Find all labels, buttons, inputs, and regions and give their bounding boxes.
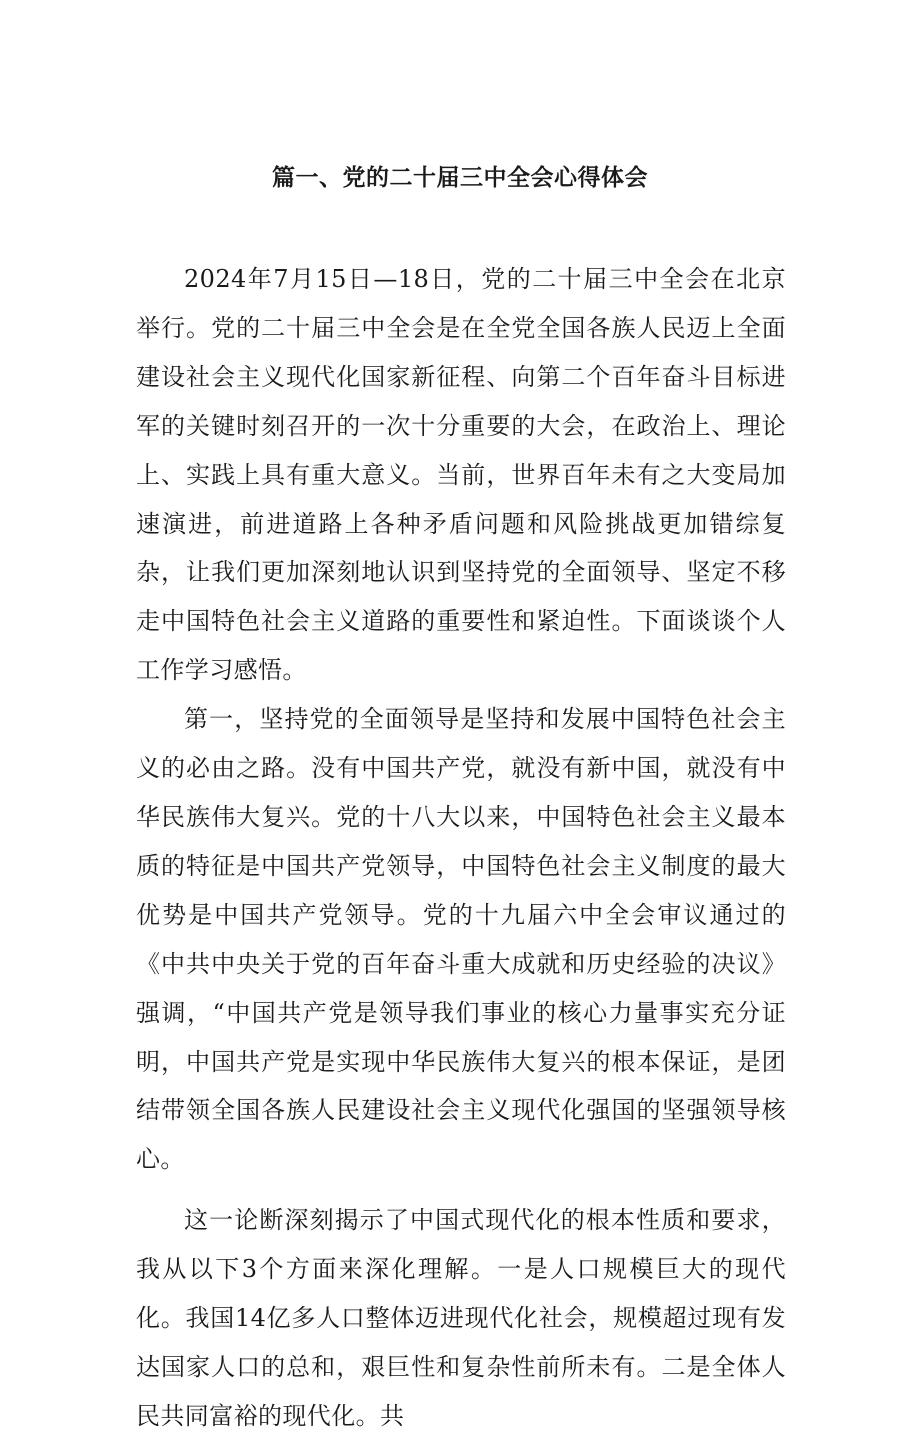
paragraph-intro: 2024年7月15日—18日，党的二十届三中全会在北京举行。党的二十届三中全会是在全党全国各族人民迈上全面建设社会主义现代化国家新征程、向第二个百年奋斗目标进军的关键时刻召开的一次十分重要的大会，在政治上、理论上、实践上具有重大意义。当前，世界百年未有之大变局加速演进，前进道路上各种矛盾问题和风险挑战更加错综复杂，让我们更加深刻地认识到坚持党的全面领导、坚定不移走中国特色社会主义道路的重要性和紧迫性。下面谈谈个人工作学习感悟。 [136,265,786,685]
document-body [136,255,786,1441]
document-title: 篇一、党的二十届三中全会心得体会 [272,165,648,191]
paragraph-first-point: 第一，坚持党的全面领导是坚持和发展中国特色社会主义的必由之路。没有中国共产党，就没有新中国，就没有中华民族伟大复兴。党的十八大以来，中国特色社会主义最本质的特征是中国共产党领导，中国特色社会主义制度的最大优势是中国共产党领导。党的十九届六中全会审议通过的《中共中央关于党的百年奋斗重大成就和历史经验的决议》强调，“中国共产党是领导我们事业的核心力量事实充分证明，中国共产党是实现中华民族伟大复兴的根本保证，是团结带领全国各族人民建设社会主义现代化强国的坚强领导核心。 [136,705,786,1174]
paragraph-second-point: 这一论断深刻揭示了中国式现代化的根本性质和要求，我从以下3个方面来深化理解。一是人口规模巨大的现代化。我国14亿多人口整体迈进现代化社会，规模超过现有发达国家人口的总和，艰巨性和复杂性前所未有。二是全体人民共同富裕的现代化。共 [136,1206,786,1430]
